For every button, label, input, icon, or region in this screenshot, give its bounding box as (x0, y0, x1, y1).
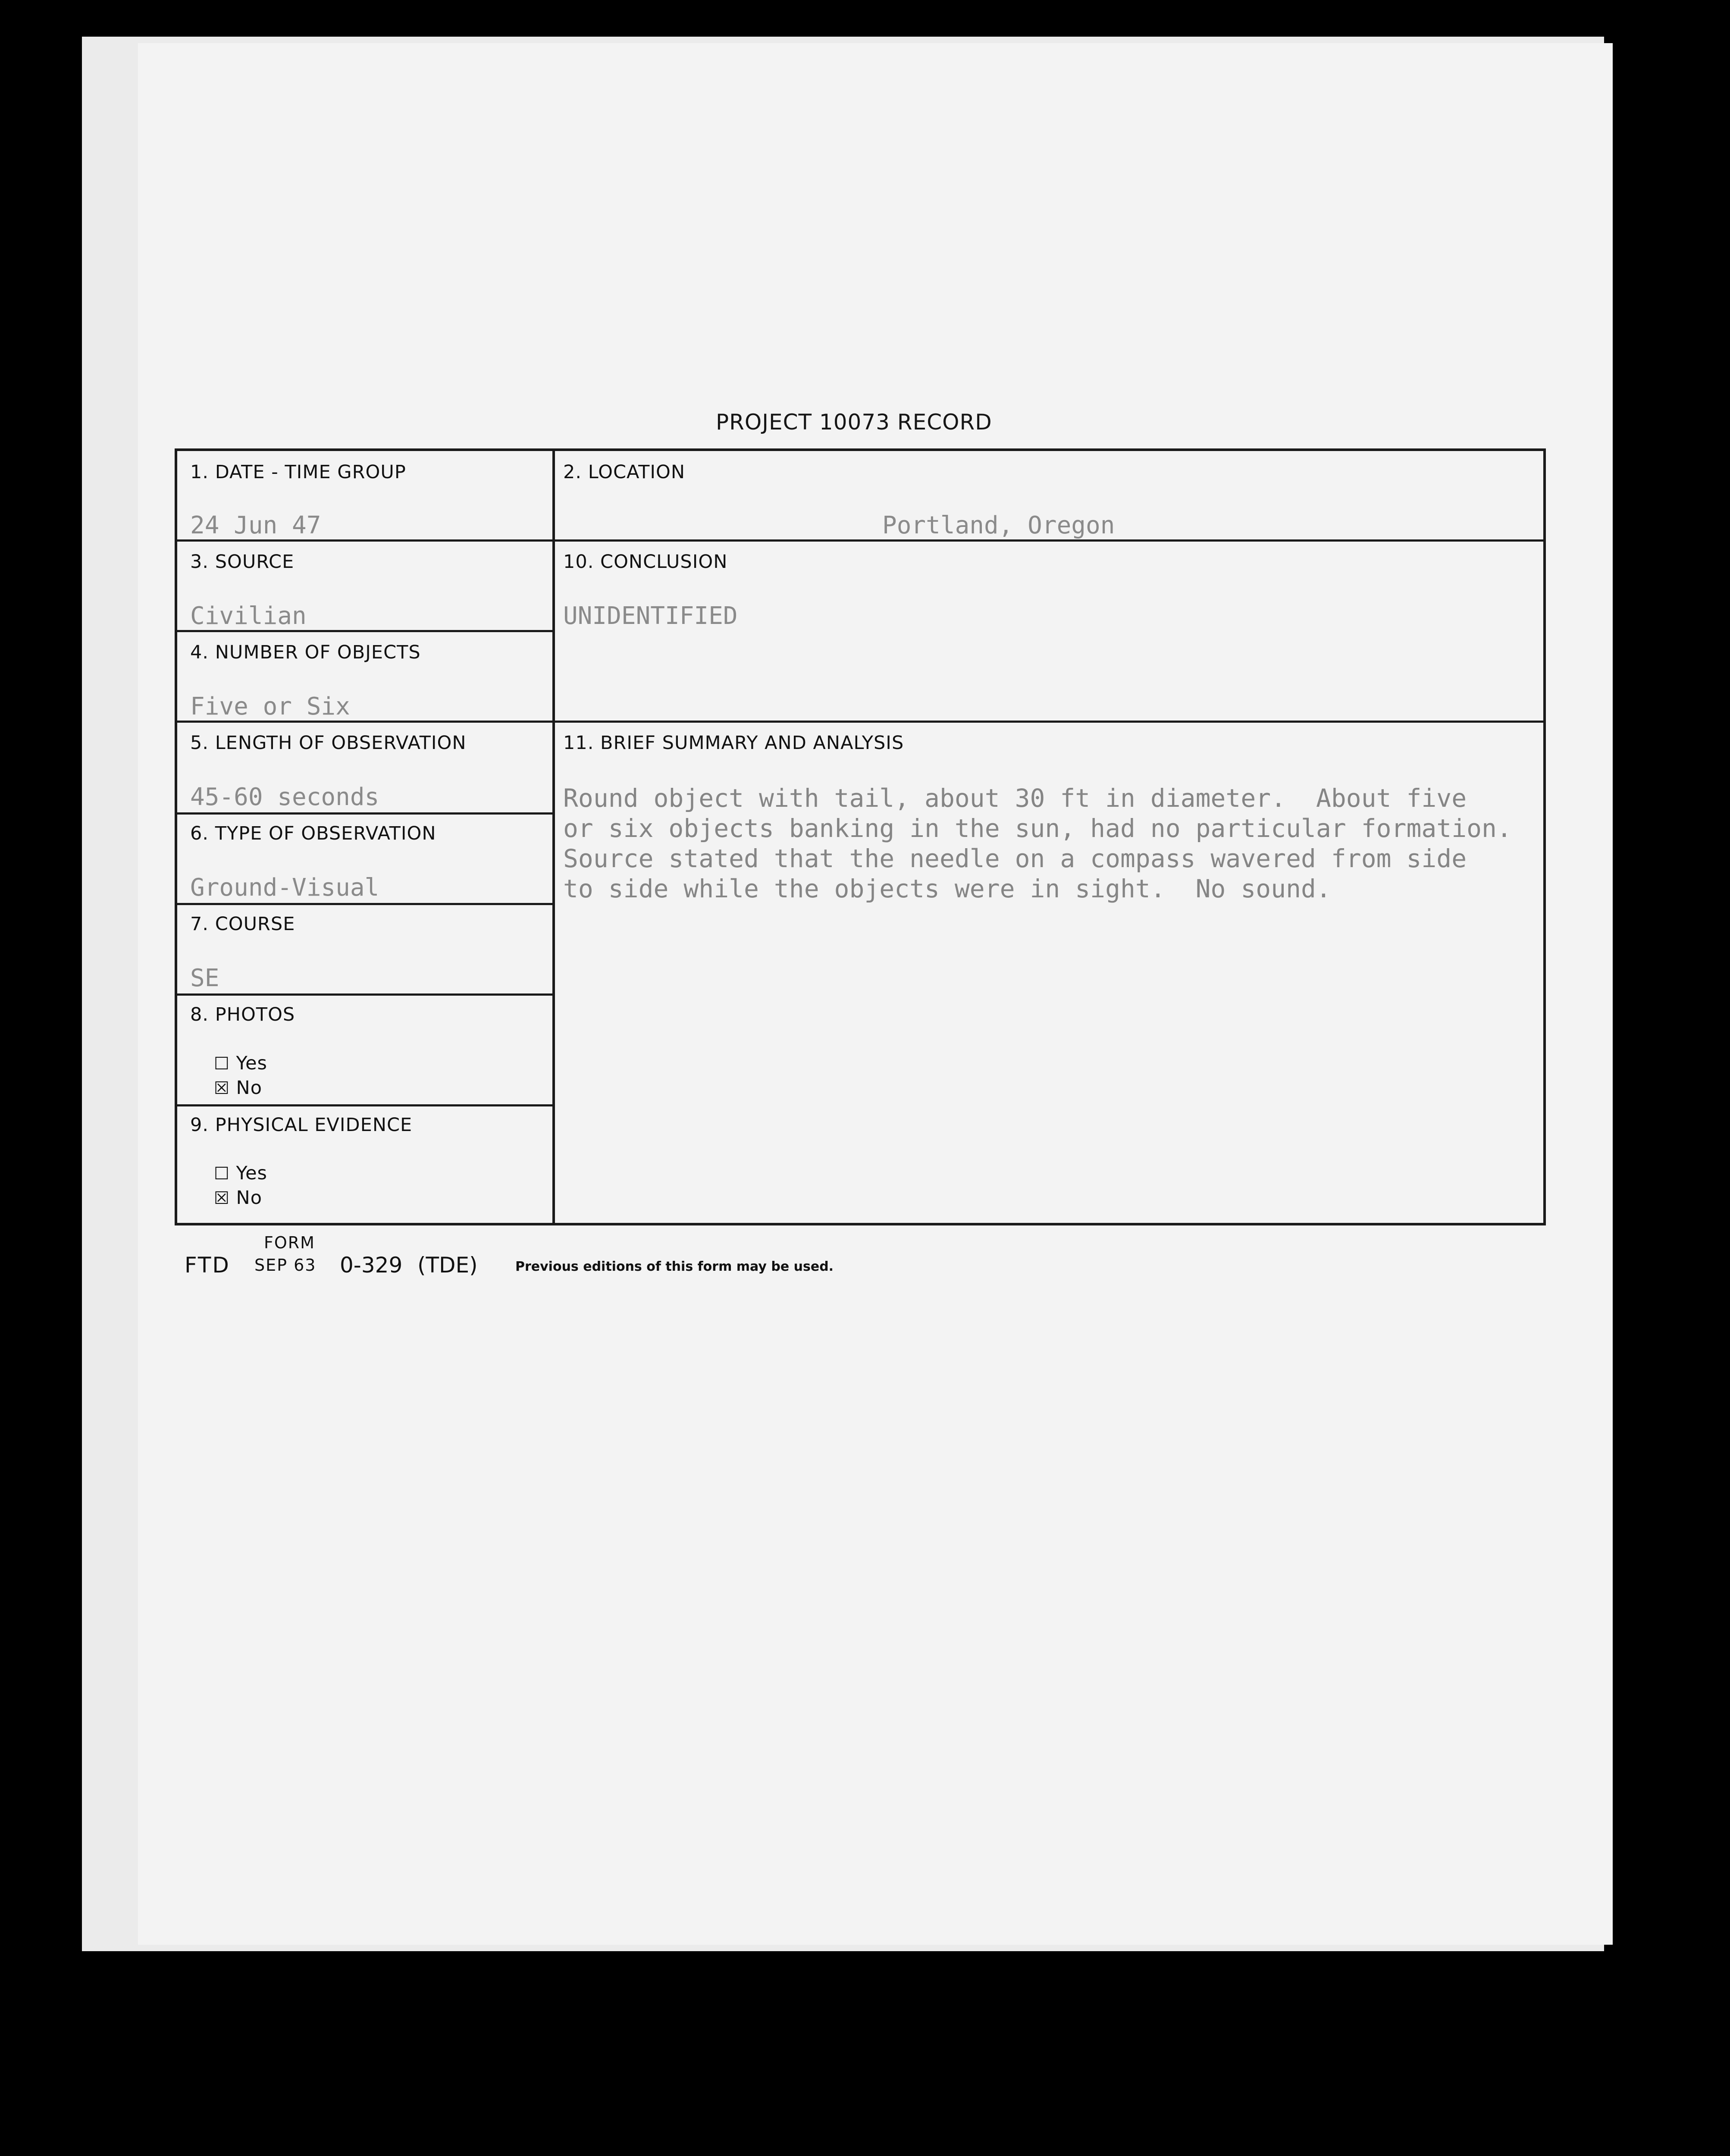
photos-label: 8. PHOTOS (190, 1004, 295, 1025)
footer-form-number: 0-329 (340, 1253, 403, 1278)
footer-note: Previous editions of this form may be used. (515, 1259, 834, 1274)
row-divider (177, 903, 552, 905)
footer-date: SEP 63 (254, 1256, 317, 1275)
location-value: Portland, Oregon (882, 511, 1115, 539)
photos-yes-checkbox: ☐ (214, 1054, 230, 1074)
photos-no-label: No (236, 1077, 263, 1099)
photos-no-option (214, 1077, 262, 1099)
number-of-objects-value: Five or Six (190, 693, 350, 721)
footer-form-code: (TDE) (417, 1253, 478, 1278)
evidence-no-checkbox: ☒ (214, 1188, 230, 1208)
type-of-observation-label: 6. TYPE OF OBSERVATION (190, 823, 436, 844)
conclusion-label: 10. CONCLUSION (563, 551, 728, 573)
photos-no-checkbox: ☒ (214, 1078, 230, 1098)
row-divider (177, 1104, 552, 1106)
date-time-group-value: 24 Jun 47 (190, 511, 321, 539)
evidence-yes-label: Yes (236, 1163, 267, 1184)
number-of-objects-label: 4. NUMBER OF OBJECTS (190, 642, 421, 663)
date-time-group-label: 1. DATE - TIME GROUP (190, 461, 406, 483)
row-divider (177, 539, 1543, 542)
source-label: 3. SOURCE (190, 551, 295, 573)
row-divider (177, 630, 552, 632)
location-label: 2. LOCATION (563, 461, 686, 483)
photos-yes-option (214, 1053, 267, 1074)
conclusion-value: UNIDENTIFIED (563, 602, 738, 630)
footer-form-word: FORM (264, 1233, 315, 1252)
type-of-observation-value: Ground-Visual (190, 874, 379, 902)
summary-label: 11. BRIEF SUMMARY AND ANALYSIS (563, 732, 904, 754)
source-value: Civilian (190, 602, 307, 630)
evidence-no-label: No (236, 1187, 263, 1209)
row-divider (177, 812, 552, 815)
physical-evidence-label: 9. PHYSICAL EVIDENCE (190, 1114, 413, 1136)
length-of-observation-label: 5. LENGTH OF OBSERVATION (190, 732, 467, 754)
row-divider (177, 721, 1543, 723)
course-value: SE (190, 964, 219, 992)
evidence-no-option (214, 1187, 262, 1209)
record-form (175, 448, 1546, 1225)
course-label: 7. COURSE (190, 913, 295, 935)
footer-ftd: FTD (185, 1253, 230, 1278)
column-divider (552, 451, 555, 1223)
evidence-yes-checkbox: ☐ (214, 1164, 230, 1184)
length-of-observation-value: 45-60 seconds (190, 783, 379, 811)
form-title: PROJECT 10073 RECORD (716, 410, 992, 435)
evidence-yes-option (214, 1163, 267, 1184)
row-divider (177, 993, 552, 996)
photos-yes-label: Yes (236, 1053, 267, 1074)
summary-text: Round object with tail, about 30 ft in diameter. About five or six objects banking in the sun, had no particular formation. Source stated that the needle on a compass wavered from side to side while the objects were in sight. No sound. (563, 783, 1512, 903)
